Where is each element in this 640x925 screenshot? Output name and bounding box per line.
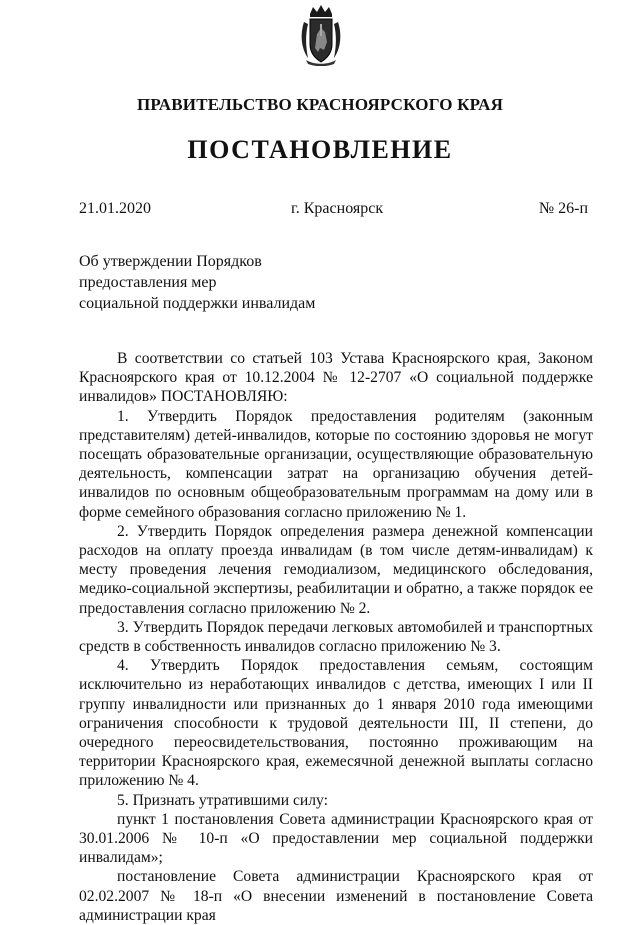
clause-1-paragraph: 1. Утвердить Порядок предоставления родителям (законным представителям) детей-инвалидов, которые по состоянию здоровья не могут посещать образовательные организации, осуществляющие образовательную деятельность, компенсации затрат на организацию обучения детей-инвалидов по основным общеобразовательным программам на дому или в форме семейного образования согласно приложению № 1. <box>79 407 593 521</box>
preamble-paragraph: В соответствии со статьей 103 Устава Красноярского края, Законом Красноярского края от 10.12.2004 № 12-2707 «О социальной поддержке инвалидов» ПОСТАНОВЛЯЮ: <box>79 350 593 406</box>
document-number: № 26-п <box>538 200 588 217</box>
document-city: г. Красноярск <box>291 200 384 217</box>
repeal-item-paragraph: пункт 1 постановления Совета администрации Красноярского края от 30.01.2006 № 10-п «О предоставлении мер социальной поддержки инвалидам»; <box>79 810 593 867</box>
clause-5-paragraph: 5. Признать утратившими силу: <box>117 791 328 809</box>
repeal-item-paragraph: постановление Совета администрации Красноярского края от 02.02.2007 № 18-п «О внесении изменений в постановление Совета администрации края <box>79 868 593 924</box>
document-type-title: ПОСТАНОВЛЕНИЕ <box>187 135 453 164</box>
clause-2-paragraph: 2. Утвердить Порядок определения размера денежной компенсации расходов на оплату проезда инвалидам (в том числе детям-инвалидам) к месту проведения лечения гемодиализом, медицинского обследования, медико-социальной экспертизы, реабилитации и обратно, а также порядок ее предоставления согласно приложению № 2. <box>79 522 593 617</box>
document-subject <box>79 251 315 314</box>
coat-of-arms-icon <box>298 4 344 66</box>
government-title: ПРАВИТЕЛЬСТВО КРАСНОЯРСКОГО КРАЯ <box>136 95 504 114</box>
subject-line: социальной поддержки инвалидам <box>79 295 316 312</box>
clause-3-paragraph: 3. Утвердить Порядок передачи легковых автомобилей и транспортных средств в собственность инвалидов согласно приложению № 3. <box>79 618 593 656</box>
document-date: 21.01.2020 <box>79 200 151 217</box>
subject-line: Об утверждении Порядков <box>79 253 262 270</box>
document-body <box>79 349 593 925</box>
clause-4-paragraph: 4. Утвердить Порядок предоставления семьям, состоящим исключительно из неработающих инвалидов с детства, имеющих I или II группу инвалидности или признанных до 1 января 2010 года имеющими ограничения способности к трудовой деятельности III, II степени, до очередного переосвидетельствования, постоянно проживающим на территории Красноярского края, ежемесячной денежной выплаты согласно приложению № 4. <box>79 657 593 790</box>
subject-line: предоставления мер <box>79 274 217 291</box>
document-meta <box>79 200 588 222</box>
